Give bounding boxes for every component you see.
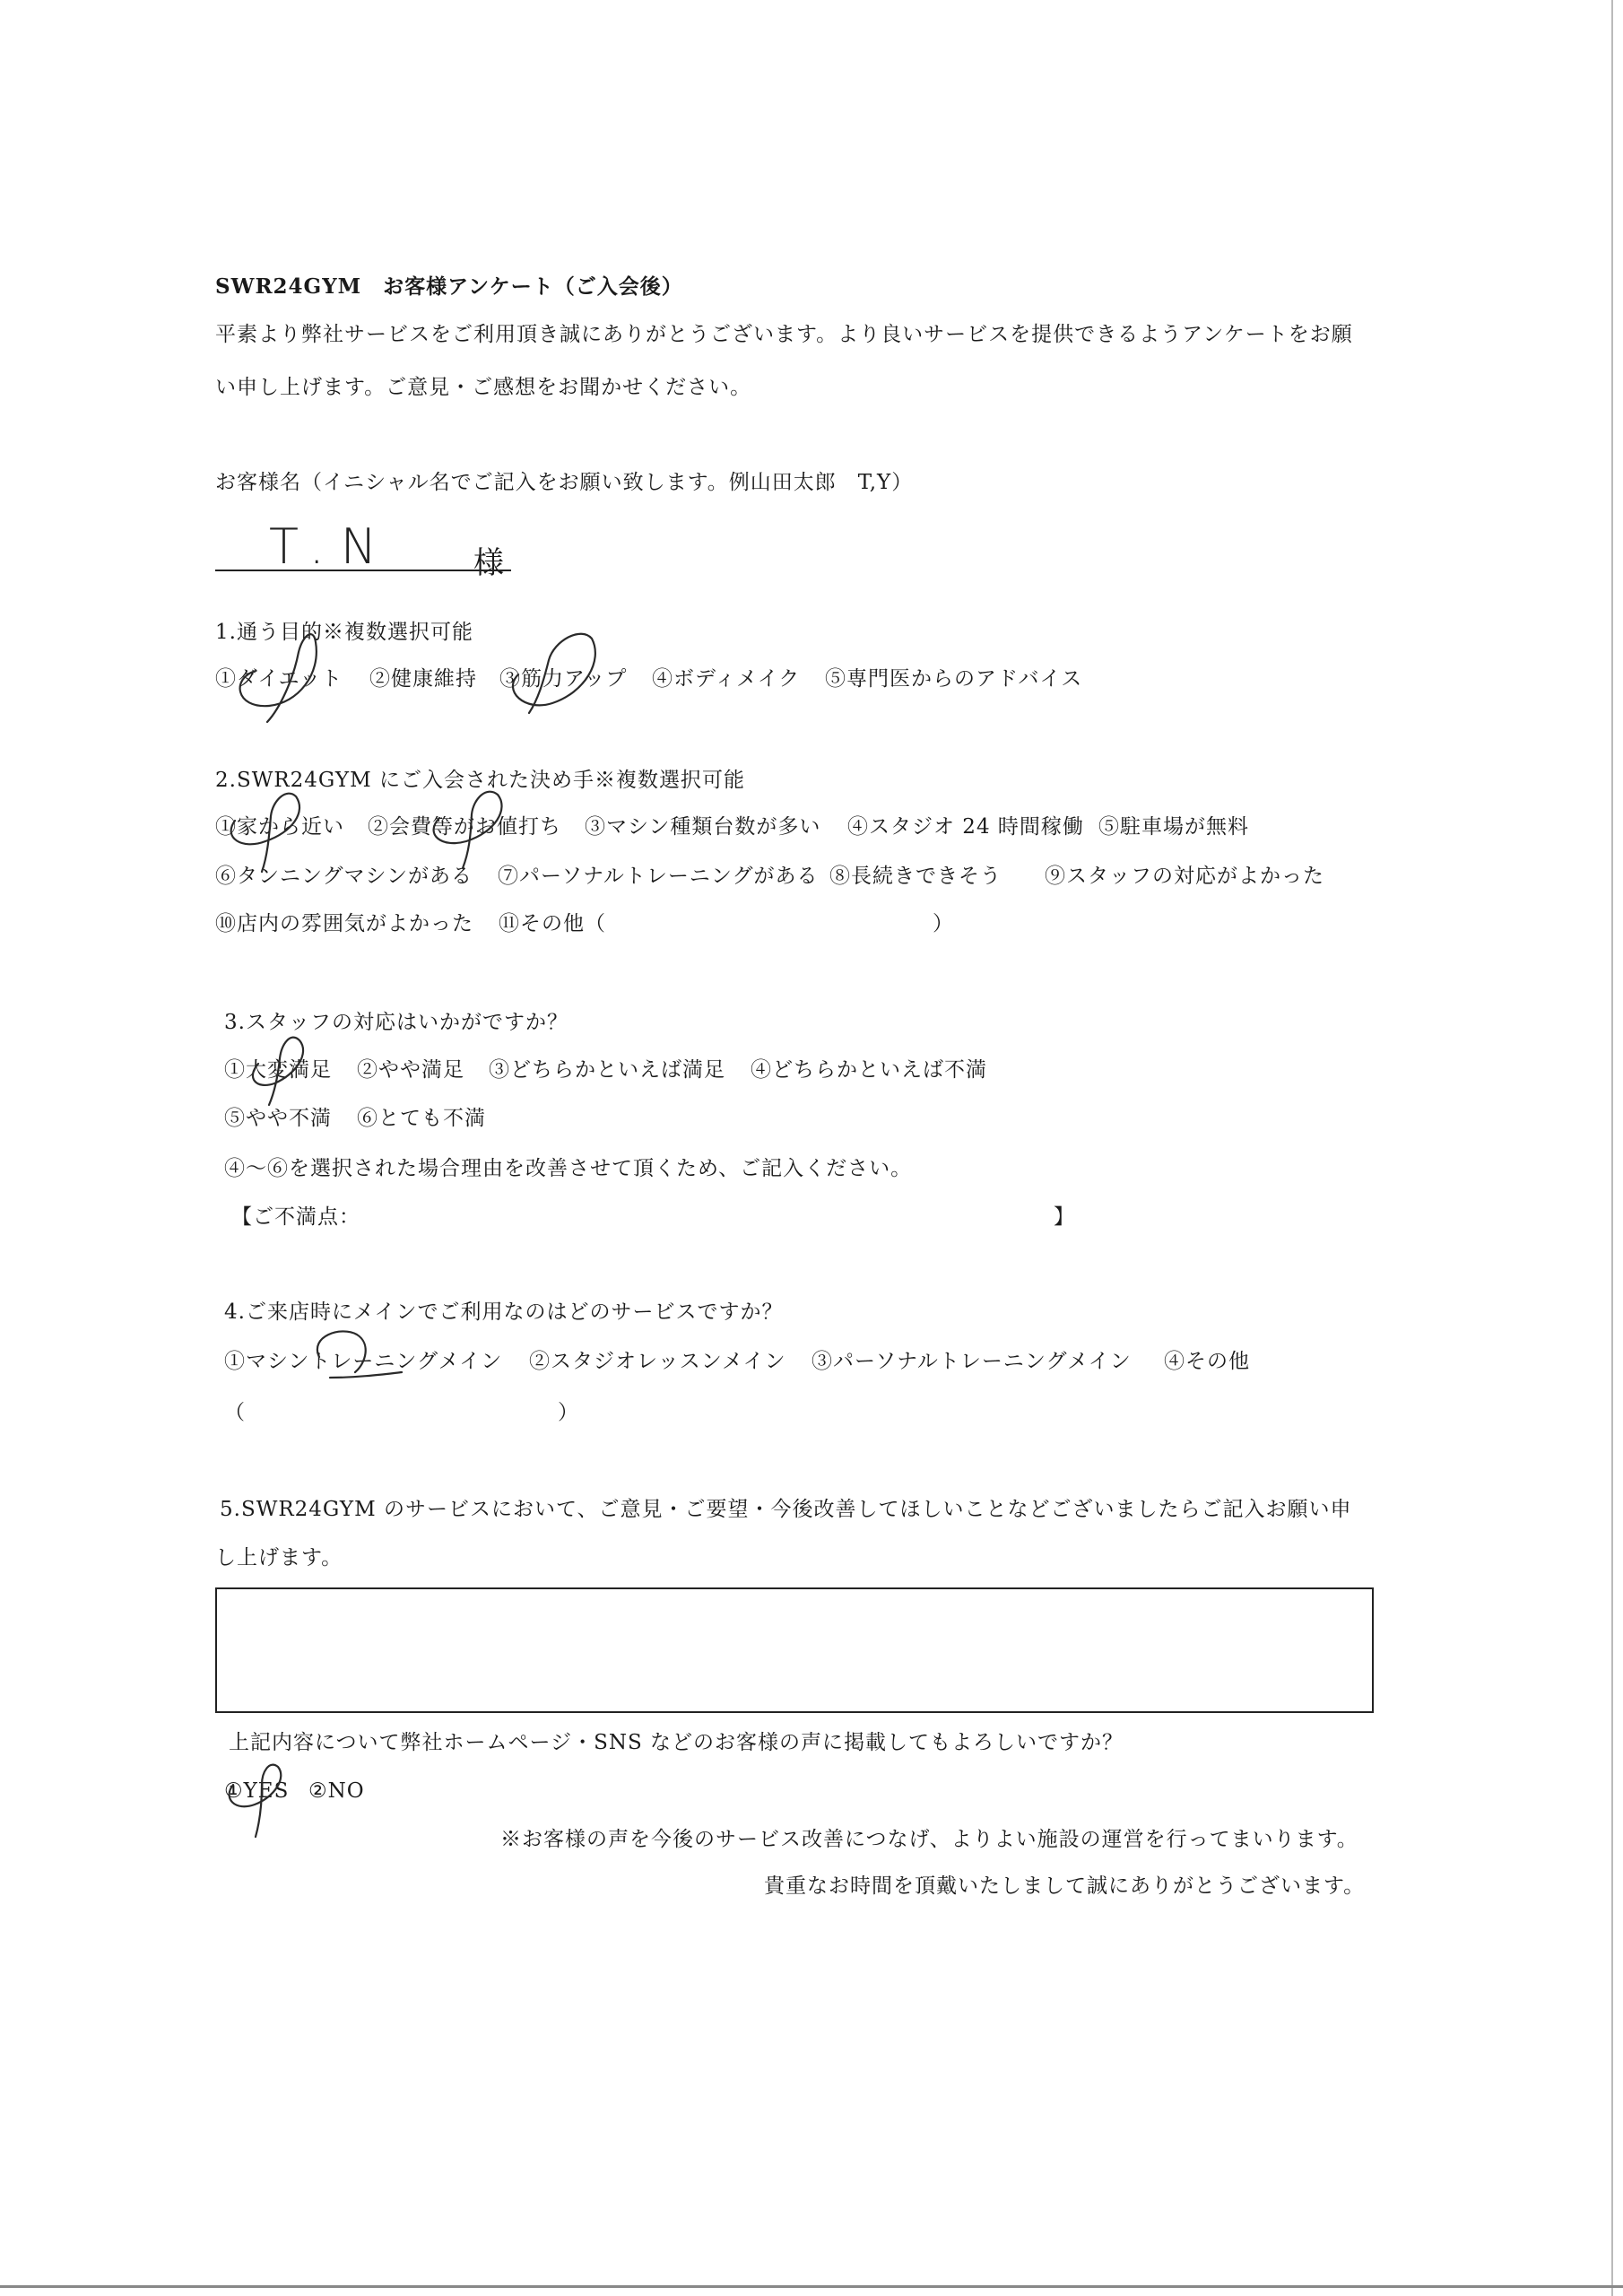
q2-option-1[interactable]: ①家から近い [215, 815, 344, 839]
q4-option-3[interactable]: ③パーソナルトレーニングメイン [812, 1350, 1132, 1373]
q3-option-4[interactable]: ④どちらかといえば不満 [751, 1058, 987, 1082]
q4-title: 4.ご来店時にメインでご利用なのはどのサービスですか？ [224, 1300, 784, 1324]
q3-title: 3.スタッフの対応はいかがですか？ [224, 1011, 568, 1034]
q4-option-2[interactable]: ②スタジオレッスンメイン [529, 1350, 786, 1373]
name-underline [215, 570, 511, 571]
q4-option-4[interactable]: ④その他 [1164, 1350, 1250, 1373]
q2-option-8[interactable]: ⑧長続きできそう [829, 865, 1002, 888]
q2-option-4[interactable]: ④スタジオ 24 時間稼働 [847, 815, 1084, 839]
q1-option-1[interactable]: ①ダイエット [215, 667, 343, 691]
publish-no[interactable]: ②NO [308, 1779, 365, 1803]
q5-title-line2: し上げます。 [215, 1546, 343, 1570]
survey-title: SWR24GYM お客様アンケート（ご入会後） [215, 274, 683, 299]
q3-option-2[interactable]: ②やや満足 [357, 1058, 464, 1082]
q1-title: 1.通う目的※複数選択可能 [215, 621, 473, 644]
complaint-close: 】 [1054, 1205, 1075, 1229]
q3-note: ④～⑥を選択された場合理由を改善させて頂くため、ご記入ください。 [224, 1157, 913, 1180]
publish-yes[interactable]: ①YES [224, 1779, 290, 1803]
footer-note: ※お客様の声を今後のサービス改善につなげ、よりよい施設の運営を行ってまいります。 [500, 1828, 1358, 1851]
q2-option-7[interactable]: ⑦パーソナルトレーニングがある [498, 865, 819, 888]
intro-text-line1: 平素より弊社サービスをご利用頂き誠にありがとうございます。より良いサービスを提供できるようアンケートをお願 [215, 323, 1353, 346]
q2-option-2[interactable]: ②会費等がお値打ち [368, 815, 561, 839]
q1-option-5[interactable]: ⑤専門医からのアドバイス [825, 667, 1083, 691]
intro-text-line2: い申し上げます。ご意見・ご感想をお聞かせください。 [215, 376, 752, 399]
q3-option-5[interactable]: ⑤やや不満 [224, 1107, 332, 1130]
q2-option-5[interactable]: ⑤駐車場が無料 [1098, 815, 1249, 839]
comment-box[interactable] [215, 1587, 1374, 1713]
q4-option-1[interactable]: ①マシントレーニングメイン [224, 1350, 503, 1373]
q5-title-line1: 5.SWR24GYM のサービスにおいて、ご意見・ご要望・今後改善してほしいことなどございましたらご記入お願い申 [220, 1498, 1352, 1521]
q2-option-11[interactable]: ⑪その他（ [499, 912, 606, 935]
q1-option-4[interactable]: ④ボディメイク [652, 667, 801, 691]
q1-option-2[interactable]: ②健康維持 [369, 667, 477, 691]
q2-option-3[interactable]: ③マシン種類台数が多い [585, 815, 821, 839]
q3-option-1[interactable]: ①大変満足 [224, 1058, 332, 1082]
q2-option-6[interactable]: ⑥タンニングマシンがある [215, 865, 473, 888]
page-edge [1611, 0, 1613, 2296]
footer-thanks: 貴重なお時間を頂戴いたしまして誠にありがとうございます。 [764, 1874, 1366, 1898]
honorific: 様 [473, 545, 504, 581]
publish-question: 上記内容について弊社ホームページ・SNS などのお客様の声に掲載してもよろしいですか？ [229, 1731, 1124, 1754]
q2-option-10[interactable]: ⑩店内の雰囲気がよかった [215, 912, 473, 935]
q2-other-close: ） [933, 912, 954, 935]
q4-other-close: ） [558, 1401, 579, 1424]
customer-name-value[interactable]: T.N [269, 518, 394, 575]
customer-name-label: お客様名（イニシャル名でご記入をお願い致します。例山田太郎 T,Y） [215, 471, 914, 494]
q1-option-3[interactable]: ③筋力アップ [499, 667, 628, 691]
complaint-label: 【ご不満点： [231, 1205, 360, 1229]
q3-option-3[interactable]: ③どちらかといえば満足 [489, 1058, 725, 1082]
q2-option-9[interactable]: ⑨スタッフの対応がよかった [1045, 865, 1324, 888]
q4-other-open: （ [224, 1401, 246, 1424]
scan-bottom-edge [0, 2285, 1623, 2288]
q2-title: 2.SWR24GYM にご入会された決め手※複数選択可能 [215, 769, 745, 792]
q3-option-6[interactable]: ⑥とても不満 [357, 1107, 486, 1130]
